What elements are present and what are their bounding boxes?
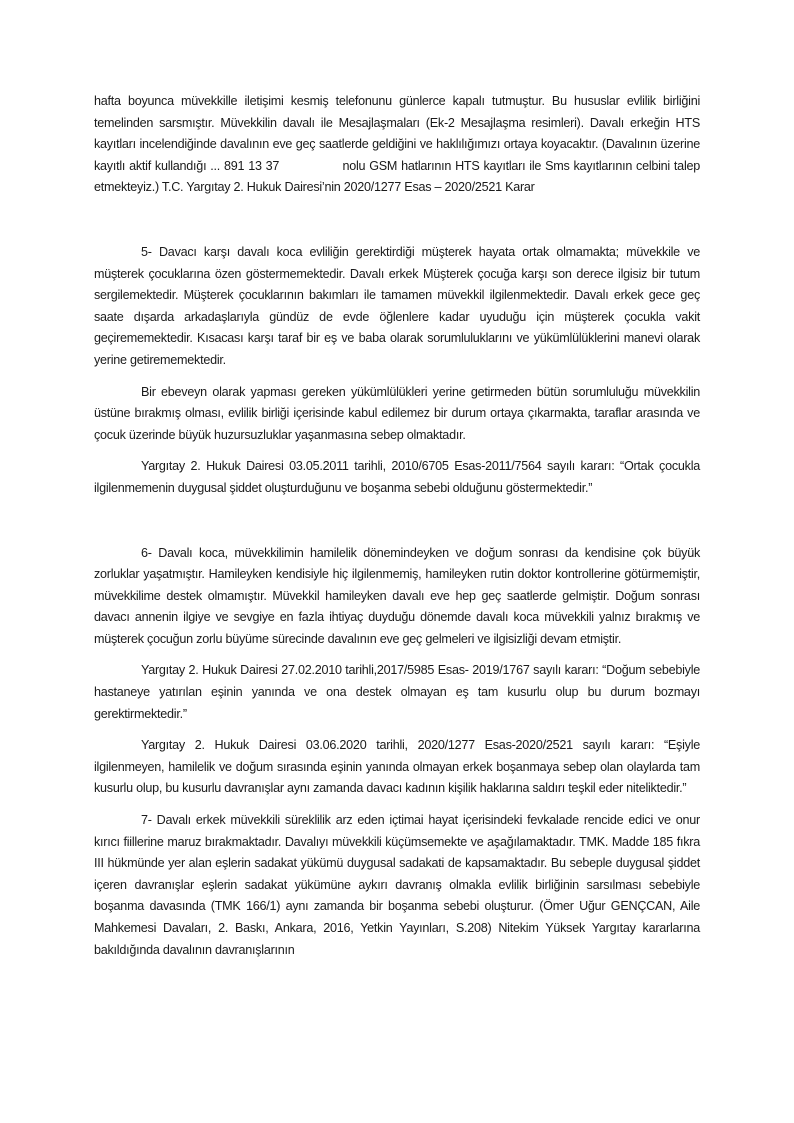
paragraph-item-7: 7- Davalı erkek müvekkili süreklilik arz eden içtimai hayat içerisindeki fevkalade rencide edici ve onur kırıcı fiillerine maruz bırakmaktadır. Davalıyı müvekkili küçümsemekte ve aşağılamaktadır. TMK. Madde 185 fıkra III hükmünde yer alan eşlerin sadakat yükümü duygusal sadakati de kapsamaktadır. Bu sebeple duygusal şiddet içeren davranışlar eşlerin sadakat yükümüne aykırı davranış olmakla evlilik birliğinin sarsılması sebebiyle boşanma davasında (TMK 166/1) aynı zamanda bir boşanma sebebi oluşturur. (Ömer Uğur GENÇCAN, Aile Mahkemesi Davaları, 2. Baskı, Ankara, 2016, Yetkin Yayınları, S.208) Nitekim Yüksek Yargıtay kararlarına bakıldığında davalının davranışlarının: [94, 813, 700, 957]
paragraph-item-5: 5- Davacı karşı davalı koca evliliğin gerektirdiği müşterek hayata ortak olmamakta; müvekkile ve müşterek çocuklarına özen göstermemektedir. Davalı erkek Müşterek çocuğa karşı son derece ilgisiz bir tutum sergilemektedir. Müşterek çocuklarının bakımları ile tamamen müvekkil ilgilenmektedir. Davalı erkek gece geç saate dışarda arkadaşlarıyla gündüz de evde öğlenlere kadar uyuduğu için müşterek çocukla vakit geçirememektedir. Kısacası karşı taraf bir eş ve baba olarak sorumluluklarını ve yükümlülüklerini manevi olarak yerine getirememektedir.: [94, 244, 700, 367]
paragraph-item-6: 6- Davalı koca, müvekkilimin hamilelik dönemindeyken ve doğum sonrası da kendisine çok büyük zorluklar yaşatmıştır. Hamileyken kendisiyle hiç ilgilenmemiş, hamileyken rutin doktor kontrollerine götürmemiştir, müvekkilime destek olmamıştır. Müvekkil hamileyken davalı eve hep geç saatlerde gelmiştir. Doğum sonrası davacı annenin ilgiye ve sevgiye en fazla ihtiyaç duyduğu dönemde davalı koca müvekkili yalnız bırakmış ve müşterek çocuğun zorlu büyüme sürecinde davalının eve geç gelmeleri ve ilgisizliği devam etmiştir.: [94, 545, 700, 646]
spacer: [94, 725, 700, 735]
paragraph-citation-2020: Yargıtay 2. Hukuk Dairesi 03.06.2020 tarihli, 2020/1277 Esas-2020/2521 sayılı kararı: “Eşiyle ilgilenmeyen, hamilelik ve doğum sırasında eşinin yanında olmayan erkek boşanmaya sebep olan olaylarda tam kusurlu olup, bu kusurlu davranışlar aynı zamanda davacı kadının kişilik haklarına saldırı teşkil eder niteliktedir.”: [94, 738, 700, 796]
paragraph-parent-responsibility: Bir ebeveyn olarak yapması gereken yükümlülükleri yerine getirmeden bütün sorumluluğu müvekkilin üstüne bırakmış olması, evlilik birliği içerisinde kabul edilemez bir durum ortaya çıkarmakta, taraflar arasında ve çocuk üzerinde büyük huzursuzluklar yaşanmasına sebep olmaktadır.: [94, 384, 700, 442]
spacer: [94, 372, 700, 382]
spacer: [94, 650, 700, 660]
paragraph-continuation: hafta boyunca müvekkille iletişimi kesmiş telefonunu günlerce kapalı tutmuştur. Bu hususlar evlilik birliğini temelinden sarsmıştır. Müvekkilin davalı ile Mesajlaşmaları (Ek-2 Mesajlaşma resimleri). Davalı erkeğin HTS kayıtları incelendiğinde davalının eve geç saatlerde geldiğini ve haklılığımızı ortaya koyacaktır. (Davalının üzerine kayıtlı aktif kullandığı ... 891 13 37 nolu GSM hatlarının HTS kayıtları ile Sms kayıtlarının celbini talep etmekteyiz.) T.C. Yargıtay 2. Hukuk Dairesi’nin 2020/1277 Esas – 2020/2521 Karar: [94, 94, 704, 195]
spacer: [94, 446, 700, 456]
document-page: [94, 91, 704, 961]
paragraph-citation-2010: Yargıtay 2. Hukuk Dairesi 27.02.2010 tarihli,2017/5985 Esas- 2019/1767 sayılı kararı: “Doğum sebebiyle hastaneye yatırılan eşinin yanında ve ona destek olmayan eş tam kusurlu olup bu durum bozmayı gerektirmektedir.”: [94, 663, 700, 721]
spacer: [94, 199, 700, 242]
paragraph-citation-2011: Yargıtay 2. Hukuk Dairesi 03.05.2011 tarihli, 2010/6705 Esas-2011/7564 sayılı kararı: “Ortak çocukla ilgilenmemenin duygusal şiddet oluşturduğunu ve boşanma sebebi olduğunu göstermektedir.”: [94, 459, 700, 495]
spacer: [94, 500, 700, 543]
spacer: [94, 800, 700, 810]
